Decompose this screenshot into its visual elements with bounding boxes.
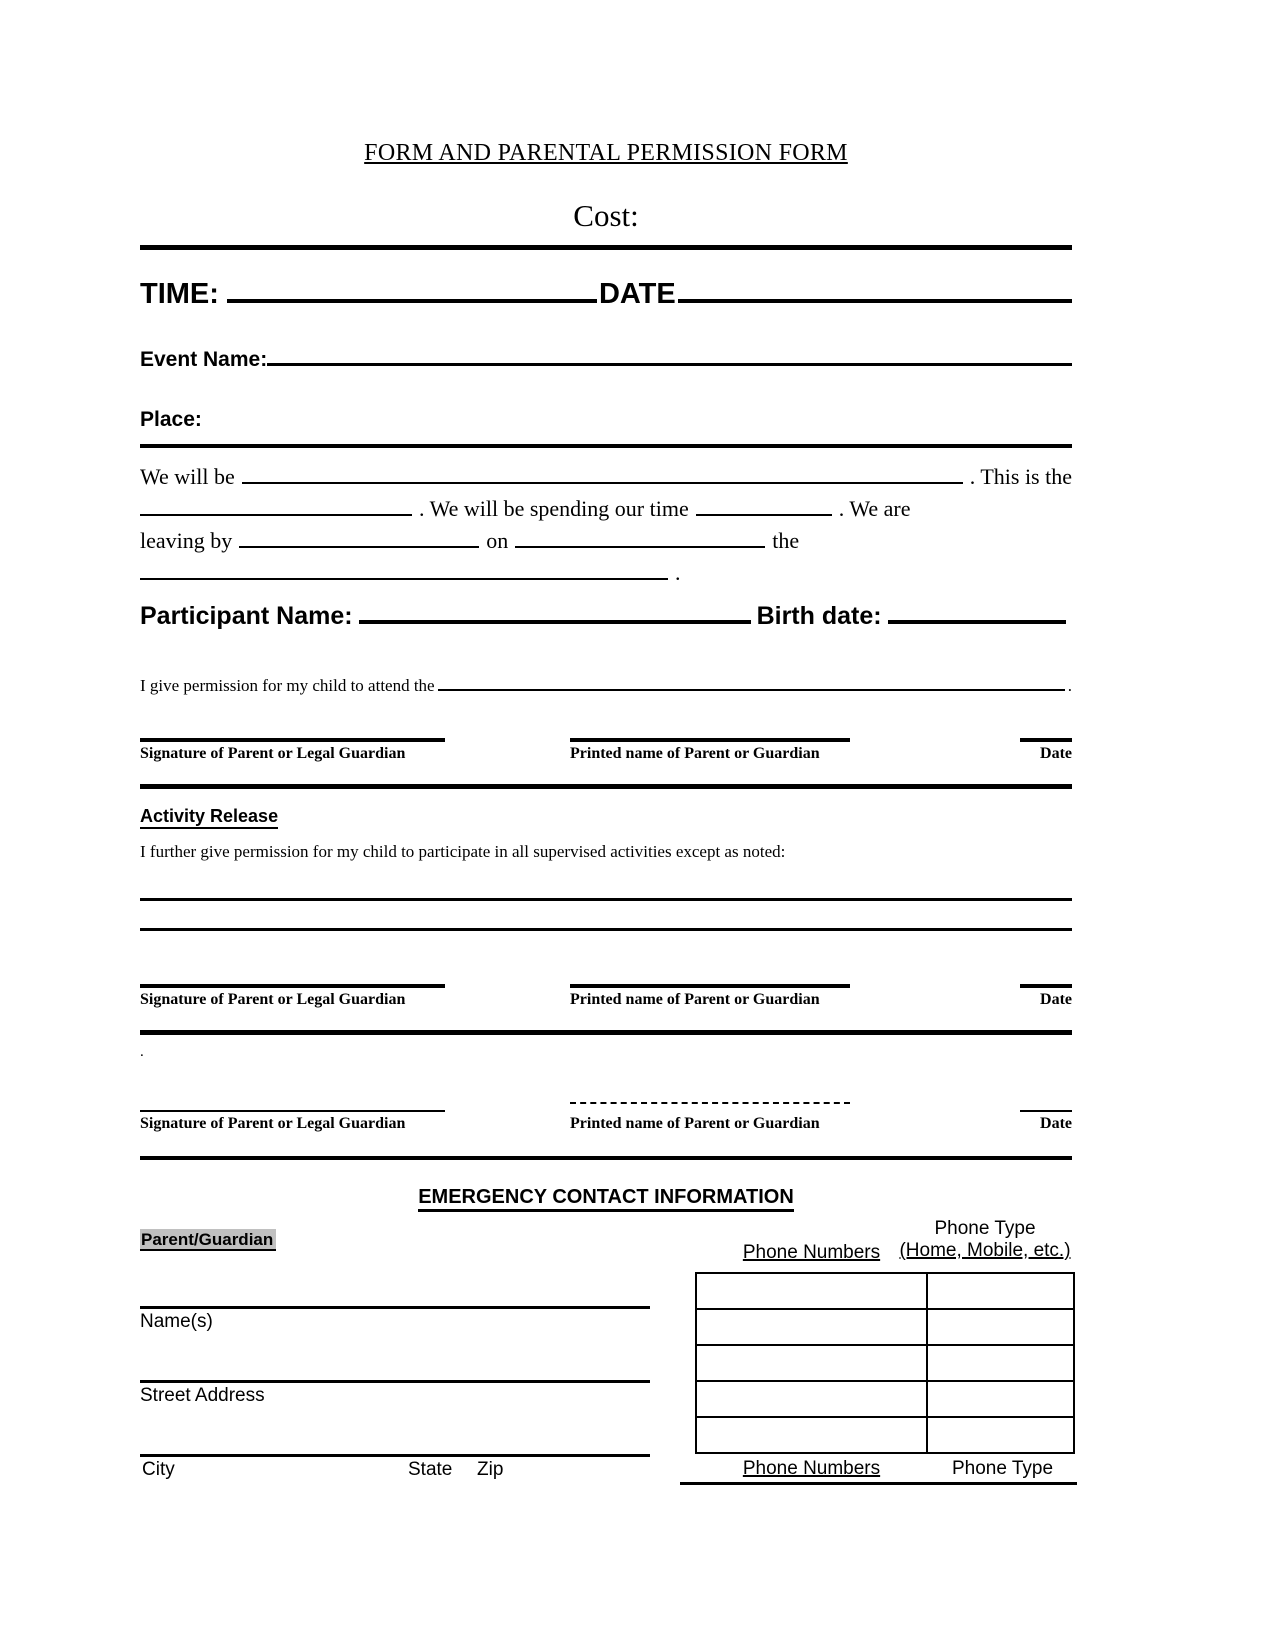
- street-address-label: Street Address: [140, 1385, 265, 1406]
- time-label: TIME:: [140, 278, 219, 310]
- signature-row-1: [140, 738, 1072, 784]
- street-address-field-line[interactable]: [140, 1380, 650, 1383]
- this-is-the-field[interactable]: [140, 514, 412, 516]
- names-field: [140, 1306, 650, 1333]
- phone-type-cell[interactable]: [927, 1381, 1074, 1417]
- activity-notes-line-2[interactable]: [140, 928, 1072, 931]
- date-label: Date: [1040, 991, 1072, 1008]
- phone-type-cell[interactable]: [927, 1273, 1074, 1309]
- printed-name-field[interactable]: [570, 738, 850, 742]
- names-label: Name(s): [140, 1311, 213, 1332]
- birth-date-label: Birth date:: [756, 602, 882, 630]
- phone-table-row: [696, 1309, 1074, 1345]
- date-label: Date: [1040, 745, 1072, 762]
- names-field-line[interactable]: [140, 1306, 650, 1309]
- phone-number-cell[interactable]: [696, 1345, 927, 1381]
- emergency-heading: EMERGENCY CONTACT INFORMATION: [140, 1186, 1072, 1209]
- date-field[interactable]: [1020, 1110, 1072, 1112]
- street-address-field: [140, 1380, 650, 1407]
- phone-table-row: [696, 1381, 1074, 1417]
- state-label: State: [408, 1459, 453, 1480]
- participant-row: [140, 602, 1072, 631]
- city-field-line[interactable]: [140, 1454, 650, 1457]
- section-divider: [140, 1030, 1072, 1035]
- we-will-be-field[interactable]: [242, 482, 963, 484]
- phone-numbers-header: Phone Numbers: [742, 1242, 881, 1263]
- leaving-on-field[interactable]: [515, 546, 765, 548]
- date-label: DATE: [598, 278, 676, 310]
- birth-date-field[interactable]: [888, 620, 1066, 624]
- signature-field[interactable]: [140, 738, 445, 742]
- signature-field[interactable]: [140, 1110, 445, 1112]
- time-date-row: [140, 278, 1072, 311]
- phone-number-cell[interactable]: [696, 1417, 927, 1453]
- trip-line-3: leaving by on the: [140, 528, 800, 553]
- phone-table-row: [696, 1417, 1074, 1453]
- phone-table-body: [696, 1273, 1074, 1453]
- signature-row-3: [140, 1110, 1072, 1156]
- event-name-row: [140, 348, 1072, 372]
- phone-table: [695, 1272, 1075, 1454]
- activity-release-heading: Activity Release: [140, 806, 1072, 827]
- form-title: FORM AND PARENTAL PERMISSION FORM: [364, 140, 848, 166]
- printed-name-label: Printed name of Parent or Guardian: [570, 745, 820, 762]
- phone-type-cell[interactable]: [927, 1417, 1074, 1453]
- parent-guardian-label: Parent/Guardian: [140, 1230, 1072, 1250]
- participant-name-label: Participant Name:: [140, 602, 353, 630]
- phone-table-row: [696, 1273, 1074, 1309]
- trip-line-4: .: [140, 560, 1072, 586]
- phone-number-cell[interactable]: [696, 1273, 927, 1309]
- cost-label: Cost:: [573, 198, 639, 233]
- date-field[interactable]: [1020, 738, 1072, 742]
- event-name-label: Event Name:: [140, 348, 268, 371]
- trip-line-1: We will be . This is the: [140, 464, 1072, 489]
- stray-period: .: [140, 1044, 144, 1060]
- signature-label: Signature of Parent or Legal Guardian: [140, 991, 406, 1008]
- date-field[interactable]: [678, 299, 1072, 303]
- section-divider: [140, 1156, 1072, 1160]
- signature-row-2: [140, 984, 1072, 1030]
- date-label: Date: [1040, 1115, 1072, 1132]
- phone-number-cell[interactable]: [696, 1381, 927, 1417]
- event-name-field[interactable]: [267, 363, 1072, 366]
- phone-type-cell[interactable]: [927, 1345, 1074, 1381]
- footer-phone-type-label: Phone Type: [951, 1458, 1054, 1479]
- phone-type-cell[interactable]: [927, 1309, 1074, 1345]
- place-field-line[interactable]: [140, 444, 1072, 448]
- footer-phone-numbers-label: Phone Numbers: [742, 1458, 881, 1479]
- attend-permission-text: I give permission for my child to attend the: [140, 676, 435, 695]
- activity-release-text: I further give permission for my child to participate in all supervised activities except as noted:: [140, 842, 786, 861]
- signature-field[interactable]: [140, 984, 445, 988]
- printed-name-label: Printed name of Parent or Guardian: [570, 991, 820, 1008]
- city-label: City: [142, 1459, 175, 1480]
- attend-permission-row: I give permission for my child to attend the .: [140, 676, 1072, 695]
- phone-table-row: [696, 1345, 1074, 1381]
- activity-notes-line-1[interactable]: [140, 898, 1072, 901]
- phone-number-cell[interactable]: [696, 1309, 927, 1345]
- printed-name-field[interactable]: [570, 984, 850, 988]
- trip-line-2: . We will be spending our time . We are: [140, 496, 1072, 522]
- section-divider: [140, 784, 1072, 789]
- zip-label: Zip: [477, 1459, 504, 1480]
- printed-name-label: Printed name of Parent or Guardian: [570, 1115, 820, 1132]
- signature-label: Signature of Parent or Legal Guardian: [140, 745, 406, 762]
- date-field[interactable]: [1020, 984, 1072, 988]
- city-state-zip-field: [140, 1454, 650, 1480]
- continuation-field[interactable]: [140, 578, 668, 580]
- signature-label: Signature of Parent or Legal Guardian: [140, 1115, 406, 1132]
- leaving-by-field[interactable]: [239, 546, 479, 548]
- participant-name-field[interactable]: [359, 620, 751, 624]
- printed-name-field[interactable]: [570, 1102, 850, 1104]
- cost-field-line[interactable]: [140, 245, 1072, 250]
- time-field[interactable]: [227, 299, 597, 303]
- phone-type-header: Phone Type (Home, Mobile, etc.): [899, 1218, 1071, 1261]
- spending-time-field[interactable]: [696, 514, 832, 516]
- attend-event-field[interactable]: [438, 689, 1065, 691]
- place-label: Place:: [140, 408, 202, 431]
- footer-line: [680, 1482, 1077, 1485]
